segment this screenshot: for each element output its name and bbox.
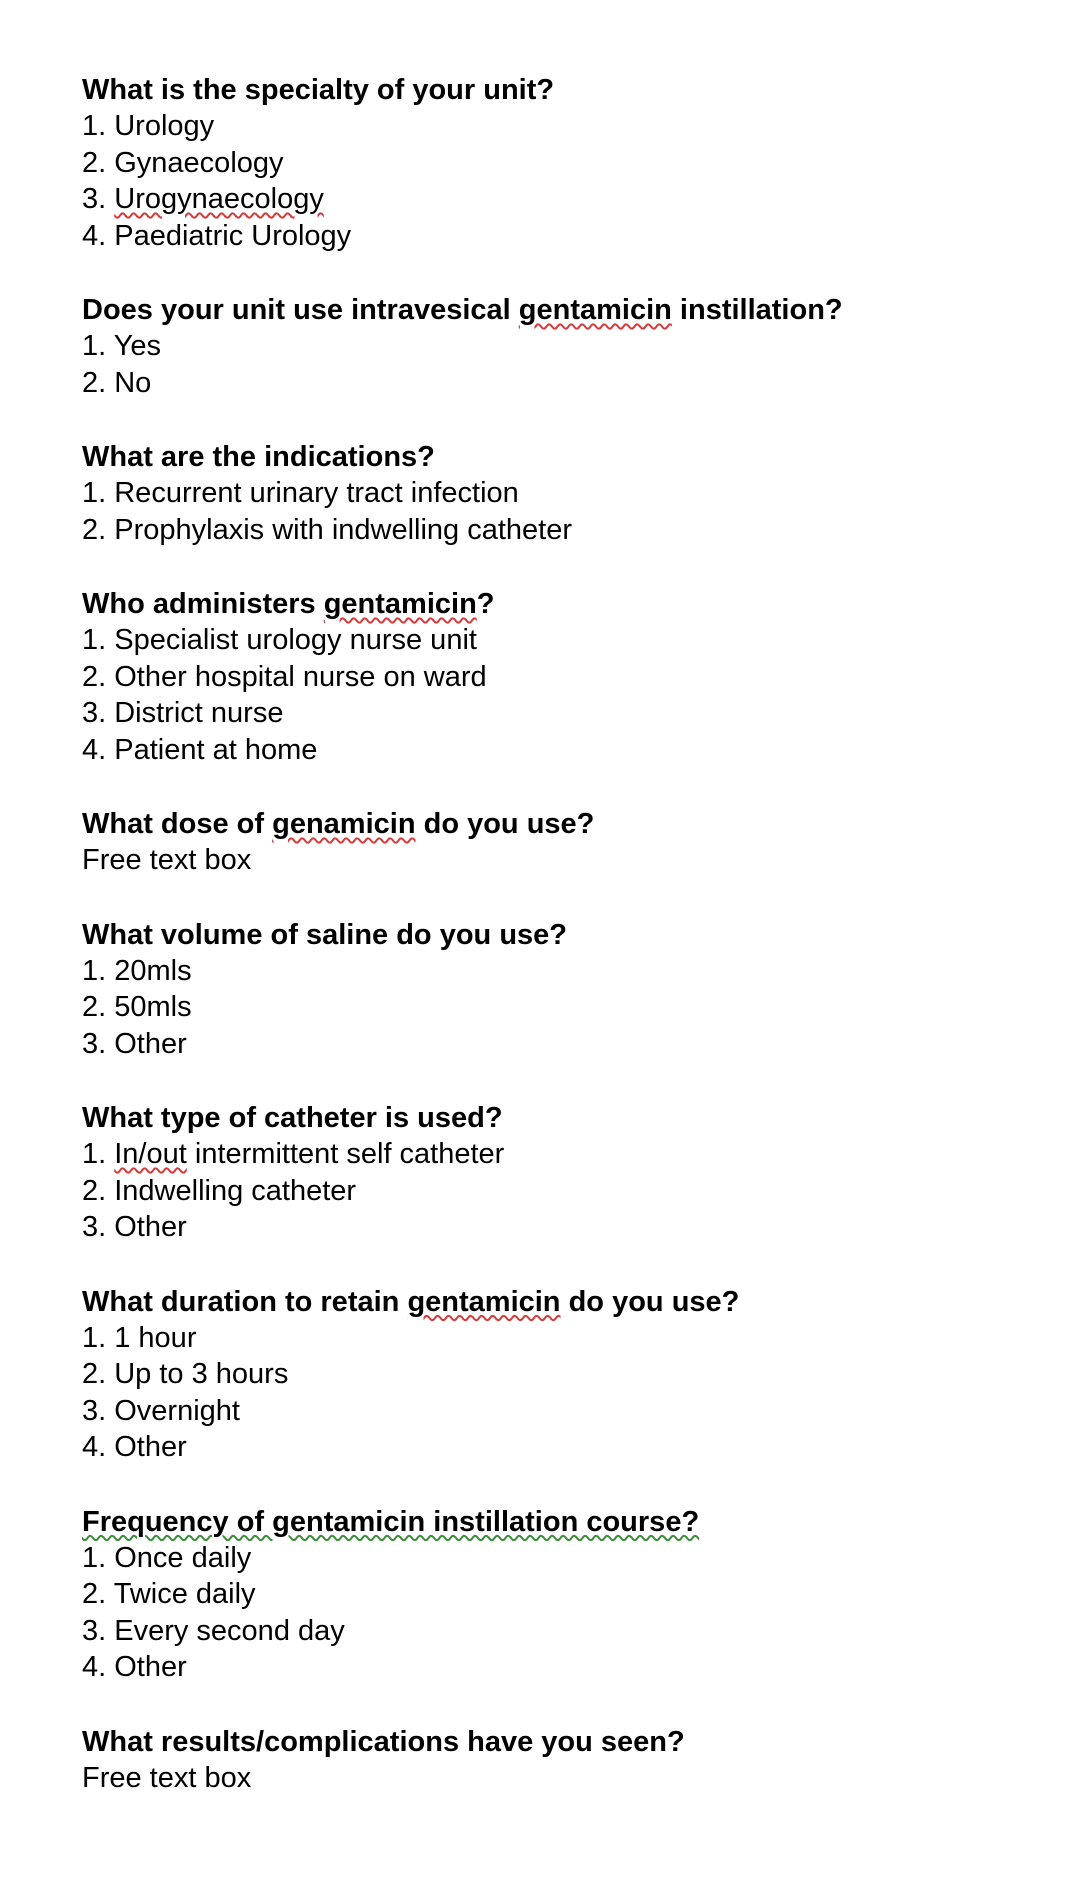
answer-option: 4. Paediatric Urology <box>82 219 352 252</box>
answer-option: 2. Twice daily <box>82 1578 256 1610</box>
answer-option: 4. Other <box>82 1651 187 1683</box>
answer-option: 3. Urogynaecology <box>82 183 324 215</box>
question-heading: What type of catheter is used? <box>82 1102 503 1134</box>
question-heading: What dose of genamicin do you use? <box>82 808 595 840</box>
question-block-use <box>82 292 1042 401</box>
answer-option: 3. Overnight <box>82 1394 240 1427</box>
answer-option: Free text box <box>82 1761 252 1794</box>
answer-option: 2. No <box>82 366 152 399</box>
question-heading: What is the specialty of your unit? <box>82 74 555 106</box>
answer-option: 2. Prophylaxis with indwelling catheter <box>82 513 573 546</box>
question-heading: Does your unit use intravesical gentamicin instillation? <box>82 294 843 326</box>
question-heading: Who administers gentamicin? <box>82 588 495 620</box>
answer-option: 1. 1 hour <box>82 1321 197 1354</box>
question-block-results <box>82 1724 1042 1797</box>
questionnaire-document <box>82 72 1042 1834</box>
question-block-specialty <box>82 72 1042 254</box>
answer-option: 1. Yes <box>82 330 162 362</box>
answer-option: 2. 50mls <box>82 991 192 1023</box>
answer-option: 2. Up to 3 hours <box>82 1358 289 1390</box>
question-heading: What results/complications have you seen? <box>82 1725 685 1758</box>
spellcheck-mark: In/out <box>114 1138 187 1170</box>
answer-option: Free text box <box>82 844 252 876</box>
question-heading <box>82 1504 1042 1540</box>
answer-option: 1. Once daily <box>82 1541 252 1574</box>
answer-option: 1. Urology <box>82 110 215 142</box>
answer-option: 2. Indwelling catheter <box>82 1174 357 1207</box>
spellcheck-mark: Urogynaecology <box>114 183 324 215</box>
question-heading: What volume of saline do you use? <box>82 918 567 951</box>
answer-option: 1. In/out intermittent self catheter <box>82 1138 505 1170</box>
spellcheck-mark: gentamicin <box>518 294 672 326</box>
answer-option: 1. Recurrent urinary tract infection <box>82 477 519 509</box>
spellcheck-mark: genamicin <box>272 808 416 840</box>
question-block-duration <box>82 1284 1042 1466</box>
answer-option: 3. Other <box>82 1211 187 1243</box>
answer-option: 4. Patient at home <box>82 733 318 766</box>
answer-option: 2. Gynaecology <box>82 146 284 179</box>
question-block-catheter <box>82 1100 1042 1246</box>
spellcheck-mark: gentamicin <box>407 1285 561 1318</box>
answer-option: 3. District nurse <box>82 697 284 729</box>
spellcheck-mark: Frequency of gentamicin instillation course? <box>82 1505 700 1538</box>
question-block-administers <box>82 586 1042 768</box>
question-block-frequency <box>82 1504 1042 1686</box>
answer-option: 2. Other hospital nurse on ward <box>82 660 487 693</box>
answer-option: 3. Every second day <box>82 1614 345 1647</box>
question-heading: What duration to retain gentamicin do you use? <box>82 1285 740 1318</box>
answer-option: 3. Other <box>82 1027 187 1060</box>
question-block-dose <box>82 806 1042 879</box>
spellcheck-mark: gentamicin <box>323 588 477 620</box>
question-heading: What are the indications? <box>82 441 435 473</box>
answer-option: 4. Other <box>82 1431 187 1463</box>
answer-option: 1. Specialist urology nurse unit <box>82 624 477 656</box>
question-block-indications <box>82 439 1042 548</box>
question-block-volume <box>82 917 1042 1063</box>
answer-option: 1. 20mls <box>82 954 192 987</box>
